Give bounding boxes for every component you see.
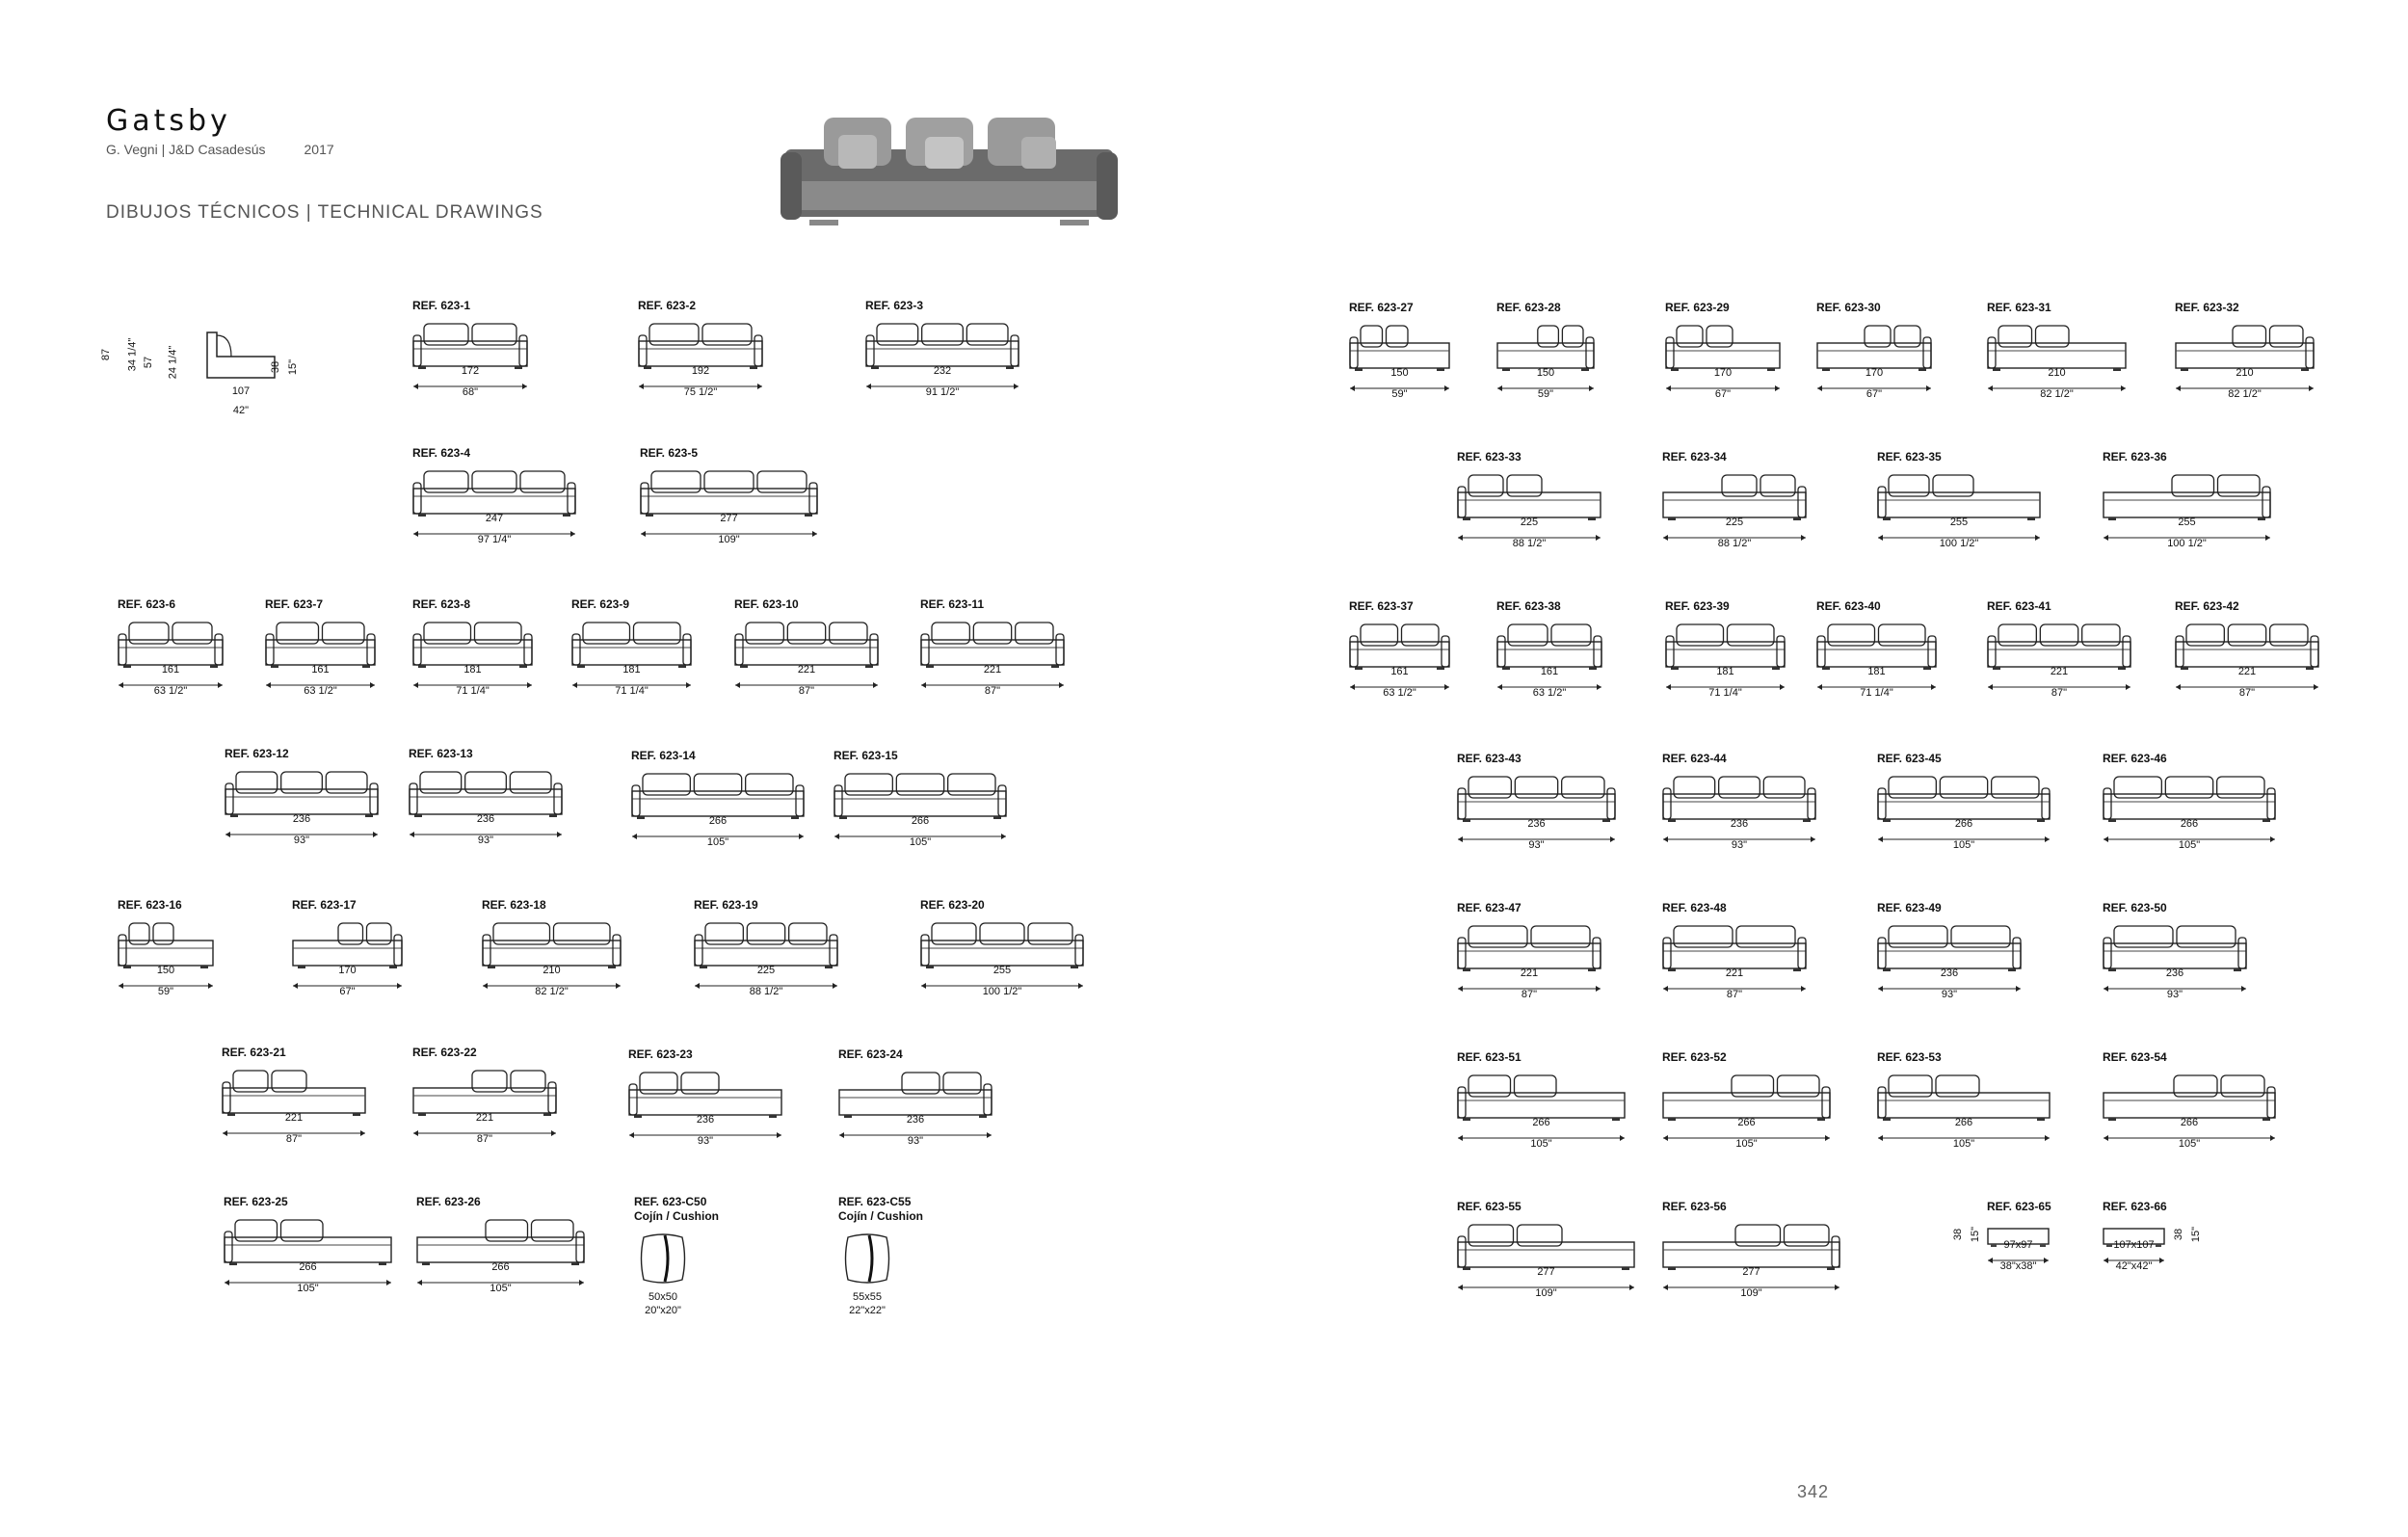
ref-code: REF. 623-49 [1877, 901, 1942, 914]
width-cm: 236 [696, 1114, 715, 1126]
ref-code: REF. 623-56 [1662, 1200, 1727, 1213]
width-cm: 266 [1737, 1117, 1756, 1128]
width-in: 87" [798, 685, 815, 697]
cushion-drawing [838, 1230, 896, 1292]
ref-code: REF. 623-3 [865, 299, 924, 312]
width-cm: 225 [756, 965, 776, 976]
ref-code: REF. 623-31 [1987, 301, 2051, 314]
ref-code: REF. 623-46 [2103, 752, 2167, 765]
width-cm: 97x97 [2003, 1239, 2033, 1251]
side-depth-cm: 107 [231, 385, 251, 397]
width-cm: 150 [1536, 367, 1555, 379]
ref-code: REF. 623-40 [1816, 599, 1881, 613]
width-in: 87" [2238, 687, 2256, 699]
width-in: 100 1/2" [2167, 538, 2207, 549]
width-cm: 50x50 [648, 1291, 677, 1303]
width-in: 75 1/2" [683, 386, 718, 398]
width-cm: 170 [1865, 367, 1884, 379]
width-cm: 107x107 [2113, 1239, 2155, 1251]
sofa-photo [781, 106, 1118, 231]
width-in: 42"x42" [2115, 1260, 2153, 1272]
width-in: 105" [1530, 1138, 1552, 1150]
ref-code: REF. 623-65 [1987, 1200, 2051, 1213]
width-cm: 277 [1742, 1266, 1760, 1278]
ref-code: REF. 623-45 [1877, 752, 1942, 765]
width-in: 82 1/2" [2228, 388, 2262, 400]
width-in: 105" [2178, 839, 2201, 851]
width-in: 109" [718, 534, 740, 545]
ref-code: REF. 623-36 [2103, 450, 2167, 464]
ref-code: REF. 623-30 [1816, 301, 1881, 314]
width-cm: 266 [708, 815, 728, 827]
ref-code: REF. 623-24 [838, 1047, 903, 1061]
width-cm: 210 [542, 965, 561, 976]
width-cm: 255 [992, 965, 1012, 976]
width-cm: 266 [2180, 1117, 2199, 1128]
width-cm: 150 [156, 965, 175, 976]
width-in: 93" [293, 835, 310, 846]
width-cm: 266 [2180, 818, 2199, 830]
width-in: 22"x22" [849, 1305, 886, 1316]
width-cm: 210 [2048, 367, 2066, 379]
width-in: 87" [285, 1133, 303, 1145]
width-cm: 161 [1540, 666, 1559, 677]
ref-code: REF. 623-39 [1665, 599, 1730, 613]
ref-code: REF. 623-53 [1877, 1050, 1942, 1064]
width-cm: 170 [1713, 367, 1733, 379]
width-in: 91 1/2" [925, 386, 960, 398]
width-cm: 236 [476, 813, 495, 825]
ref-code: REF. 623-37 [1349, 599, 1414, 613]
width-cm: 236 [1527, 818, 1546, 830]
width-in: 87" [1521, 989, 1538, 1000]
ref-code: REF. 623-17 [292, 898, 357, 912]
ref-code: REF. 623-7 [265, 597, 324, 611]
width-cm: 236 [1730, 818, 1749, 830]
width-cm: 221 [2237, 666, 2257, 677]
width-in: 105" [706, 836, 729, 848]
ref-code: REF. 623-25 [224, 1195, 288, 1208]
width-in: 71 1/4" [615, 685, 648, 697]
width-cm: 181 [622, 664, 641, 676]
ref-code: REF. 623-11 [920, 597, 985, 611]
width-cm: 170 [338, 965, 357, 976]
width-in: 20"x20" [645, 1305, 681, 1316]
ref-code: REF. 623-26 [416, 1195, 481, 1208]
width-in: 93" [477, 835, 494, 846]
ref-code: REF. 623-41 [1987, 599, 2051, 613]
ref-code: REF. 623-15 [834, 749, 898, 762]
ref-code: REF. 623-27 [1349, 301, 1414, 314]
width-in: 93" [907, 1135, 924, 1147]
ref-code: REF. 623-66 [2103, 1200, 2167, 1213]
ref-code: REF. 623-44 [1662, 752, 1727, 765]
width-cm: 150 [1390, 367, 1409, 379]
width-cm: 266 [299, 1261, 317, 1273]
ref-code: REF. 623-20 [920, 898, 985, 912]
ref-code: REF. 623-43 [1457, 752, 1522, 765]
width-cm: 225 [1520, 517, 1539, 528]
width-in: 93" [2166, 989, 2183, 1000]
ref-code: REF. 623-29 [1665, 301, 1730, 314]
side-height-cm: 87 [100, 348, 113, 361]
ref-code: REF. 623-38 [1496, 599, 1561, 613]
width-cm: 236 [906, 1114, 925, 1126]
width-cm: 221 [797, 664, 816, 676]
ref-code: REF. 623-16 [118, 898, 182, 912]
width-cm: 221 [1520, 967, 1539, 979]
width-cm: 181 [1716, 666, 1734, 677]
width-cm: 221 [2050, 666, 2069, 677]
width-in: 93" [697, 1135, 714, 1147]
width-in: 87" [1726, 989, 1743, 1000]
width-cm: 161 [1390, 666, 1409, 677]
width-in: 88 1/2" [1512, 538, 1547, 549]
width-cm: 181 [463, 664, 482, 676]
width-cm: 266 [1954, 1117, 1973, 1128]
ref-code: REF. 623-C50 [634, 1195, 707, 1208]
height-cm: 38 [1952, 1228, 1965, 1241]
side-seat-cm: 57 [143, 356, 155, 369]
ref-code: REF. 623-9 [571, 597, 630, 611]
side-arm-cm: 38 [270, 360, 282, 374]
width-in: 63 1/2" [1532, 687, 1567, 699]
ref-code: REF. 623-10 [734, 597, 799, 611]
width-cm: 255 [2178, 517, 2196, 528]
width-cm: 277 [1537, 1266, 1555, 1278]
width-cm: 181 [1867, 666, 1886, 677]
width-cm: 236 [1940, 967, 1959, 979]
ref-code: REF. 623-13 [409, 747, 473, 760]
ref-code: REF. 623-12 [225, 747, 289, 760]
ref-code: REF. 623-51 [1457, 1050, 1522, 1064]
width-cm: 236 [2165, 967, 2184, 979]
width-in: 87" [2051, 687, 2068, 699]
ref-subtitle: Cojín / Cushion [634, 1209, 719, 1223]
width-in: 82 1/2" [535, 986, 569, 997]
ref-code: REF. 623-6 [118, 597, 176, 611]
ref-code: REF. 623-54 [2103, 1050, 2167, 1064]
ref-code: REF. 623-14 [631, 749, 696, 762]
width-in: 59" [157, 986, 174, 997]
width-in: 100 1/2" [982, 986, 1022, 997]
width-in: 105" [2178, 1138, 2201, 1150]
ref-code: REF. 623-52 [1662, 1050, 1727, 1064]
width-in: 63 1/2" [304, 685, 337, 697]
ref-code: REF. 623-21 [222, 1046, 286, 1059]
ref-code: REF. 623-28 [1496, 301, 1561, 314]
width-in: 82 1/2" [2040, 388, 2074, 400]
width-in: 93" [1731, 839, 1748, 851]
width-in: 59" [1391, 388, 1408, 400]
width-in: 100 1/2" [1939, 538, 1979, 549]
ref-code: REF. 623-18 [482, 898, 546, 912]
designers: G. Vegni | J&D Casadesús [106, 142, 266, 157]
height-in: 15" [1970, 1226, 1982, 1243]
width-in: 87" [476, 1133, 493, 1145]
ref-code: REF. 623-33 [1457, 450, 1522, 464]
width-in: 105" [1952, 839, 1975, 851]
width-cm: 277 [720, 513, 738, 524]
width-cm: 161 [161, 664, 180, 676]
width-cm: 266 [1532, 1117, 1550, 1128]
width-in: 71 1/4" [1708, 687, 1742, 699]
width-in: 105" [490, 1283, 512, 1294]
width-in: 59" [1537, 388, 1554, 400]
side-seat-in: 24 1/4" [167, 345, 179, 380]
page-title: Gatsby [106, 104, 231, 138]
width-cm: 255 [1949, 517, 1969, 528]
ref-code: REF. 623-4 [412, 446, 471, 460]
ref-code: REF. 623-1 [412, 299, 471, 312]
width-in: 93" [1528, 839, 1545, 851]
width-in: 97 1/4" [477, 534, 512, 545]
width-in: 38"x38" [1999, 1260, 2037, 1272]
width-cm: 192 [691, 365, 710, 377]
ref-code: REF. 623-35 [1877, 450, 1942, 464]
ref-subtitle: Cojín / Cushion [838, 1209, 923, 1223]
ref-code: REF. 623-42 [2175, 599, 2239, 613]
width-in: 67" [1866, 388, 1883, 400]
page-number: 342 [1797, 1482, 1830, 1501]
ref-code: REF. 623-22 [412, 1046, 477, 1059]
width-in: 67" [339, 986, 356, 997]
ref-code: REF. 623-8 [412, 597, 471, 611]
width-cm: 221 [983, 664, 1002, 676]
ref-code: REF. 623-2 [638, 299, 697, 312]
width-in: 68" [462, 386, 479, 398]
side-arm-in: 15" [287, 358, 300, 376]
section-subtitle: DIBUJOS TÉCNICOS | TECHNICAL DRAWINGS [106, 202, 543, 223]
width-cm: 55x55 [853, 1291, 882, 1303]
width-in: 105" [1735, 1138, 1758, 1150]
width-in: 87" [984, 685, 1001, 697]
ref-code: REF. 623-5 [640, 446, 699, 460]
width-in: 71 1/4" [456, 685, 490, 697]
width-in: 71 1/4" [1860, 687, 1893, 699]
side-height-in: 34 1/4" [126, 337, 139, 372]
width-in: 93" [1941, 989, 1958, 1000]
width-cm: 221 [284, 1112, 304, 1124]
width-in: 105" [297, 1283, 319, 1294]
width-cm: 221 [475, 1112, 494, 1124]
cushion-drawing [634, 1230, 692, 1292]
width-in: 109" [1740, 1287, 1762, 1299]
height-in: 15" [2190, 1226, 2203, 1243]
byline [106, 142, 334, 157]
ref-code: REF. 623-50 [2103, 901, 2167, 914]
width-cm: 266 [911, 815, 930, 827]
height-cm: 38 [2173, 1228, 2185, 1241]
year: 2017 [304, 142, 334, 157]
ref-code: REF. 623-19 [694, 898, 758, 912]
ref-code: REF. 623-32 [2175, 301, 2239, 314]
width-cm: 247 [485, 513, 504, 524]
ref-code: REF. 623-48 [1662, 901, 1727, 914]
width-cm: 210 [2236, 367, 2254, 379]
ref-code: REF. 623-C55 [838, 1195, 912, 1208]
width-in: 88 1/2" [749, 986, 783, 997]
width-in: 109" [1535, 1287, 1557, 1299]
width-cm: 266 [1954, 818, 1973, 830]
width-cm: 172 [461, 365, 480, 377]
ref-code: REF. 623-47 [1457, 901, 1522, 914]
side-depth-in: 42" [232, 405, 250, 416]
width-cm: 232 [933, 365, 952, 377]
ref-code: REF. 623-55 [1457, 1200, 1522, 1213]
width-in: 105" [1952, 1138, 1975, 1150]
width-cm: 221 [1725, 967, 1744, 979]
width-in: 63 1/2" [153, 685, 188, 697]
width-in: 67" [1714, 388, 1732, 400]
width-cm: 236 [292, 813, 311, 825]
side-view [100, 318, 328, 424]
ref-code: REF. 623-34 [1662, 450, 1727, 464]
width-cm: 266 [491, 1261, 510, 1273]
ref-code: REF. 623-23 [628, 1047, 693, 1061]
width-in: 63 1/2" [1383, 687, 1416, 699]
width-cm: 161 [311, 664, 330, 676]
width-in: 105" [909, 836, 932, 848]
width-cm: 225 [1725, 517, 1744, 528]
width-in: 88 1/2" [1717, 538, 1752, 549]
